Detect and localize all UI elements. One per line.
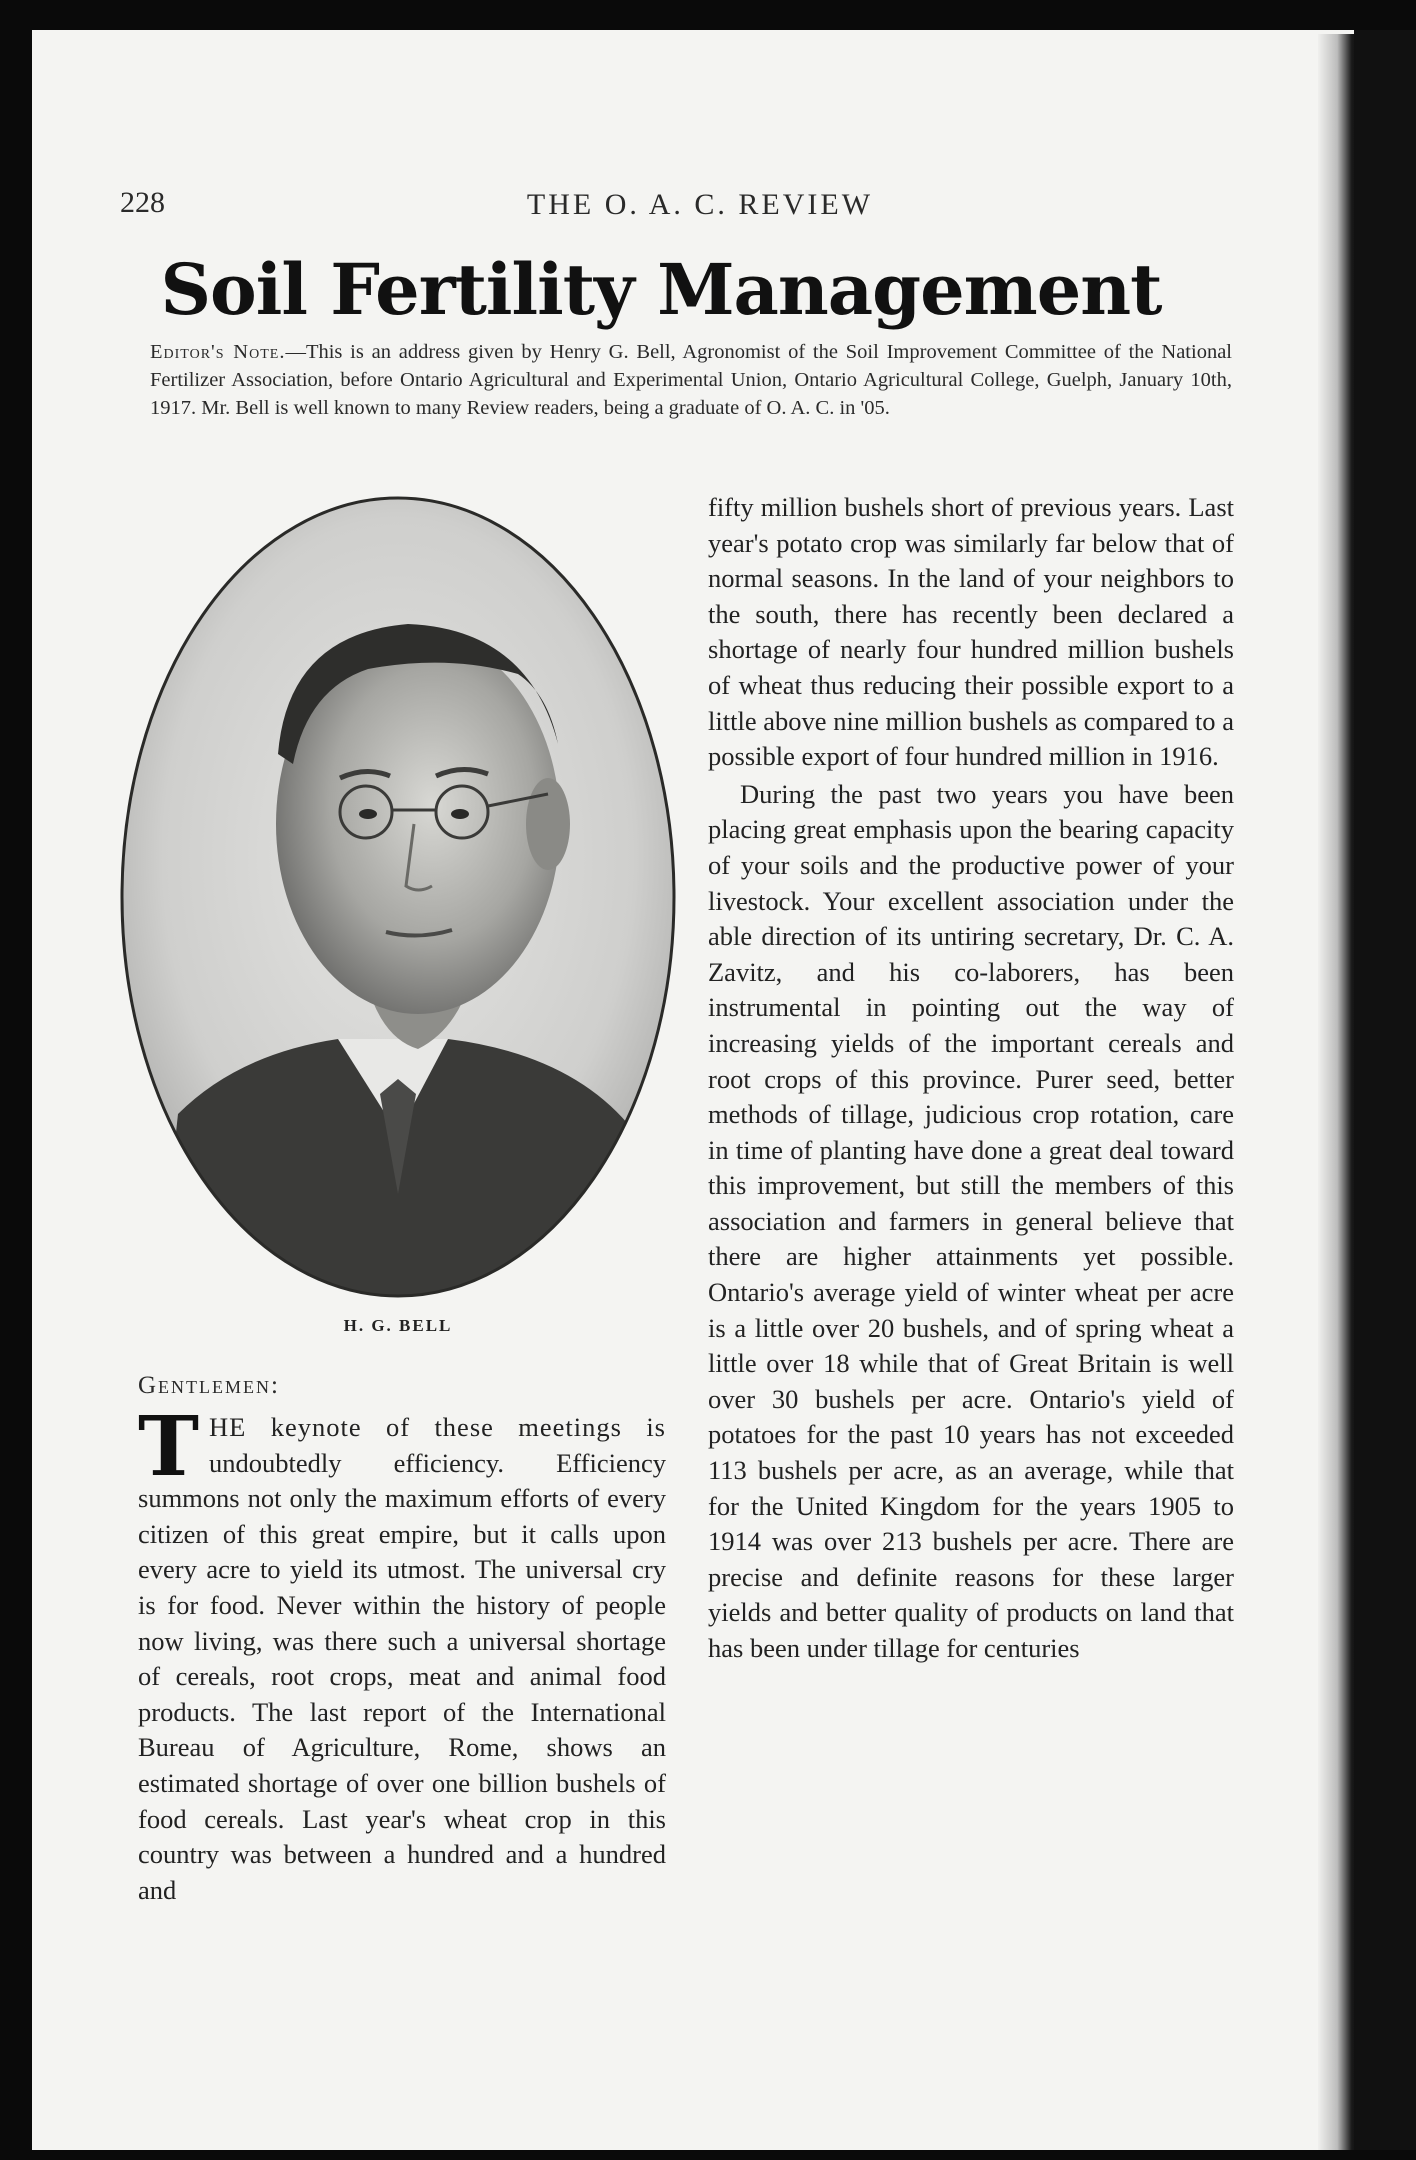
opening-paragraph: [138, 1399, 666, 1908]
editor-note: [150, 338, 1232, 422]
salutation: Gentlemen:: [138, 1372, 280, 1399]
page-number: 228: [120, 186, 165, 219]
running-head: THE O. A. C. REVIEW: [526, 188, 874, 221]
editor-note-label: Editor's Note.: [150, 341, 286, 363]
drop-cap: T: [138, 1399, 200, 1495]
left-column-text: undoubtedly efficiency. Efficiency summons not only the maximum efforts of every citizen of this great empire, but it calls upon every acre to yield its utmost. The universal cry is for food. Never within the history of people now living, was there such a universal shortage of cereals, root crops, meat and animal food products. The last report of the International Bureau of Agriculture, Rome, shows an estimated shortage of over one billion bushels of food cereals. Last year's wheat crop in this country was between a hundred and a hundred and: [138, 1447, 666, 1905]
right-column-paragraph-1: fifty million bushels short of previous years. Last year's potato crop was similarly far below that of normal seasons. In the land of your neighbors to the south, there has recently been declared a shortage of nearly four hundred million bushels of wheat thus reducing their possible export to a little above nine million bushels as compared to a possible export of four hundred million in 1916.: [708, 492, 1234, 772]
portrait-caption: H. G. BELL: [343, 1316, 453, 1335]
article-title: Soil Fertility Management: [160, 248, 1162, 331]
left-column: [138, 1399, 666, 1908]
opening-words: HE keynote of these meetings is: [209, 1412, 666, 1442]
portrait-photo: [118, 494, 678, 1300]
right-column: [708, 490, 1234, 1667]
right-edge-strip: [1354, 30, 1416, 2150]
right-column-paragraph-2: During the past two years you have been placing great emphasis upon the bearing capacity of your soils and the productive power of your livestock. Your excellent association under the able direction of its untiring secretary, Dr. C. A. Zavitz, and his co-laborers, has been instrumental in pointing out the way of increasing yields of the important cereals and root crops of this province. Purer seed, better methods of tillage, judicious crop rotation, care in time of planting have done a great deal toward this improvement, but still the members of this association and farmers in general believe that there are higher attainments yet possible. Ontario's average yield of winter wheat per acre is a little over 20 bushels, and of spring wheat a little over 18 while that of Great Britain is well over 30 bushels per acre. Ontario's yield of potatoes for the past 10 years has not exceeded 113 bushels per acre, as an average, while that for the United Kingdom for the years 1905 to 1914 was over 213 bushels per acre. There are precise and definite reasons for these larger yields and better quality of products on land that has been under tillage for centuries: [708, 778, 1234, 1663]
editor-note-text: —This is an address given by Henry G. Bell, Agronomist of the Soil Improvement Committee of the National Fertilizer Association, before Ontario Agricultural and Experimental Union, Ontario Agricultural College, Guelph, January 10th, 1917. Mr. Bell is well known to many Review readers, being a graduate of O. A. C. in '05.: [150, 341, 1232, 419]
